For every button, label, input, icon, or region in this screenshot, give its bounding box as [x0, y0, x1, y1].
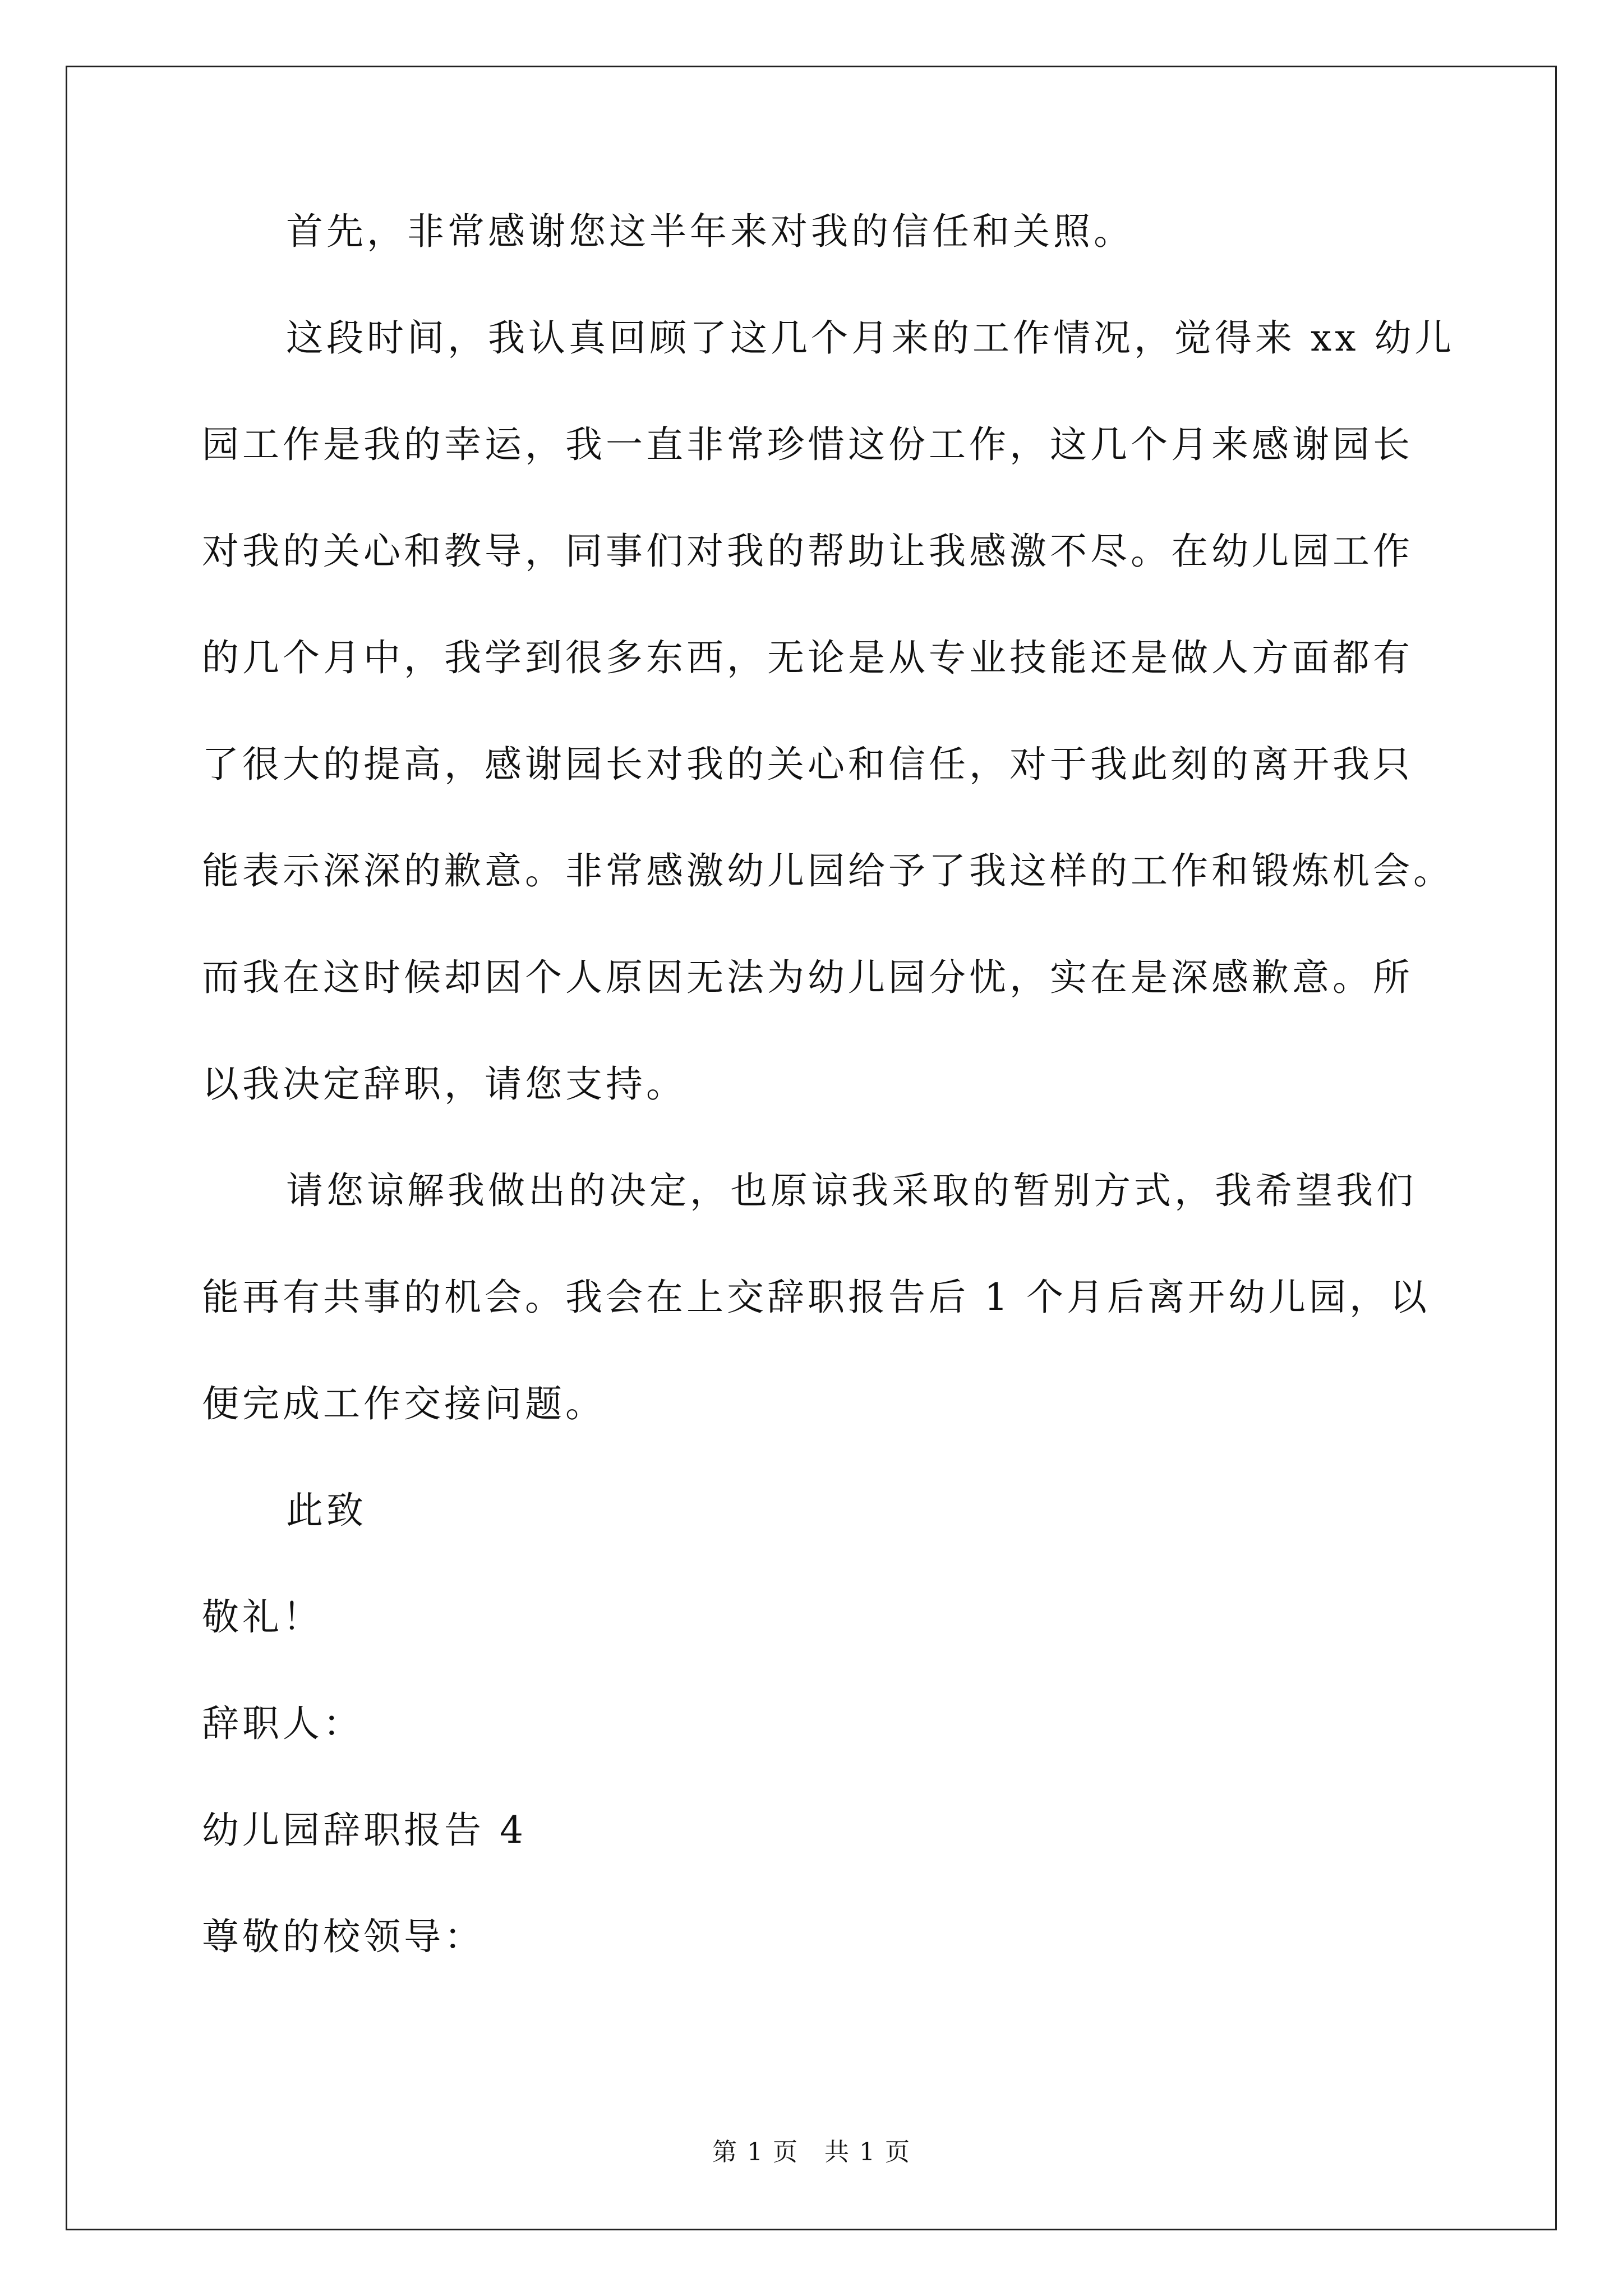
paragraph-line: 便完成工作交接问题。: [202, 1382, 606, 1425]
page-footer: 第 1 页 共 1 页: [712, 2138, 911, 2166]
paragraph-line: 了很大的提高，感谢园长对我的关心和信任，对于我此刻的离开我只: [202, 743, 1413, 786]
closing-line: 此致: [286, 1489, 367, 1532]
page-border: [66, 66, 1557, 2230]
paragraph-line: 以我决定辞职，请您支持。: [202, 1062, 686, 1106]
greeting-line: 尊敬的校领导：: [202, 1915, 485, 1958]
paragraph-line: 这段时间，我认真回顾了这几个月来的工作情况，觉得来 xx 幼儿: [286, 316, 1455, 360]
paragraph-line: 的几个月中，我学到很多东西，无论是从专业技能还是做人方面都有: [202, 636, 1413, 679]
paragraph-line: 而我在这时候却因个人原因无法为幼儿园分忧，实在是深感歉意。所: [202, 956, 1413, 999]
paragraph-line: 园工作是我的幸运，我一直非常珍惜这份工作，这几个月来感谢园长: [202, 423, 1413, 466]
paragraph-line: 请您谅解我做出的决定，也原谅我采取的暂别方式，我希望我们: [286, 1169, 1417, 1212]
section-heading: 幼儿园辞职报告 4: [202, 1809, 527, 1852]
paragraph-line: 首先，非常感谢您这半年来对我的信任和关照。: [286, 210, 1134, 253]
paragraph-line: 能表示深深的歉意。非常感激幼儿园给予了我这样的工作和锻炼机会。: [202, 849, 1454, 892]
paragraph-line: 能再有共事的机会。我会在上交辞职报告后 1 个月后离开幼儿园，以: [202, 1276, 1430, 1319]
salutation-line: 敬礼！: [202, 1595, 323, 1639]
signature-line: 辞职人：: [202, 1702, 363, 1745]
paragraph-line: 对我的关心和教导，同事们对我的帮助让我感激不尽。在幼儿园工作: [202, 530, 1413, 573]
